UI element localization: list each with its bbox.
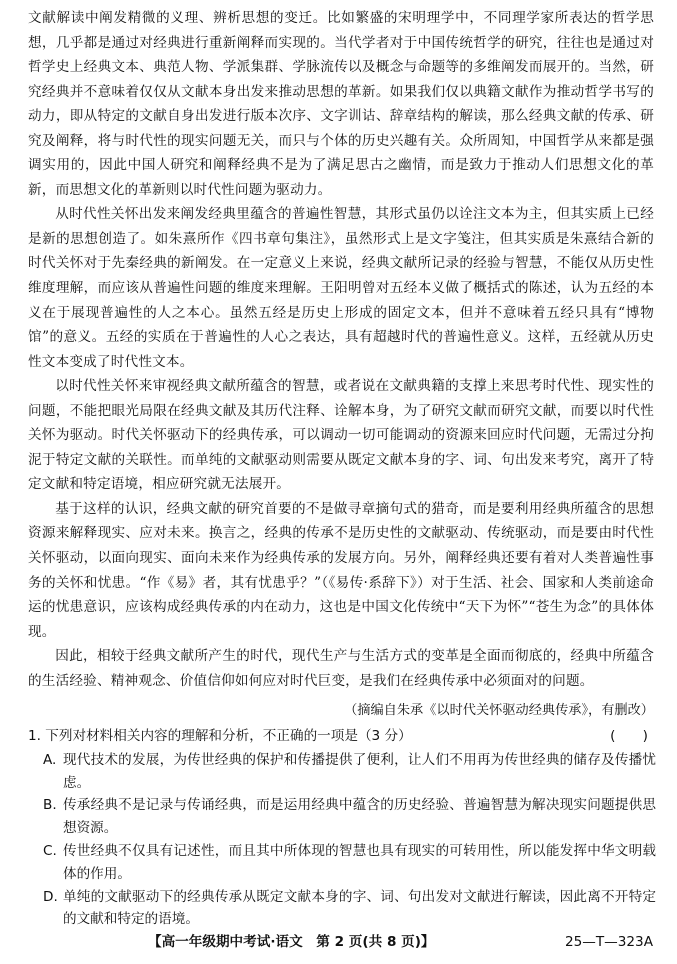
option-a-letter: A. [43,751,57,768]
passage-paragraph-2: 从时代性关怀出发来阐发经典里蕴含的普遍性智慧，其形式虽仍以诠注文本为主，但其实质上已经是新的思想创造了。如朱熹所作《四书章句集注》，虽然形式上是文字笺注，但其实质是朱熹结合新的时代关怀对于先秦经典的新阐发。在一定意义上来说，经典文献所记录的经验与智慧，不能仅从历史性维度理解，而应该从普遍性问题的维度来理解。王阳明曾对五经本义做了概括式的陈述，认为五经的本义在于展现普遍性的人之本心。虽然五经是历史上形成的固定文本，但并不意味着五经只具有“博物馆”的意义。五经的实质在于普遍性的人心之表达，具有超越时代的普遍性意义。这样，五经就从历史性文本变成了时代性文本。 [28,206,654,370]
question-stem-row [28,725,656,748]
passage-paragraph-4: 基于这样的认识，经典文献的研究首要的不是做寻章摘句式的猎奇，而是要利用经典所蕴含的思想资源来解释现实、应对未来。换言之，经典的传承不是历史性的文献驱动、传统驱动，而是要由时代性关怀驱动，以面向现实、面向未来作为经典传承的发展方向。另外，阐释经典还要有着对人类普遍性事务的关怀和忧患。“作《易》者，其有忧患乎？”（《易传·系辞下》）对于生活、社会、国家和人类前途命运的忧患意识，应该构成经典传承的内在动力，这也是中国文化传统中“天下为怀”“苍生为念”的具体体现。 [28,500,654,640]
footer-page-info: 【高一年级期中考试·语文 第 2 页(共 8 页)】 [148,934,435,950]
page-footer [0,930,677,954]
footer-exam-code: 25—T—323A [564,934,653,950]
option-d[interactable] [28,886,656,932]
passage-paragraph-5: 因此，相较于经典文献所产生的时代，现代生产与生活方式的变革是全面而彻底的，经典中所蕴含的生活经验、精神观念、价值信仰如何应对时代巨变，是我们在经典传承中必须面对的问题。 [28,648,654,689]
option-c[interactable] [28,840,656,886]
passage-paragraph-3: 以时代性关怀来审视经典文献所蕴含的智慧，或者说在文献典籍的支撑上来思考时代性、现实性的问题，不能把眼光局限在经典文献及其历代注释、诠解本身，为了研究文献而研究文献，而要以时代性关怀为驱动。时代关怀驱动下的经典传承，可以调动一切可能调动的资源来回应时代问题，无需过分拘泥于特定文献的关联性。而单纯的文献驱动则需要从既定文献本身的字、词、句出发来考究，离开了特定文献和特定语境，相应研究就无法展开。 [28,378,654,493]
question-stem: 1. 下列对材料相关内容的理解和分析，不正确的一项是（3 分） [28,728,412,744]
option-a[interactable] [28,749,656,795]
reading-passage [28,6,654,693]
answer-blank[interactable]: ( ) [610,728,648,744]
option-b-letter: B. [43,797,57,814]
passage-source: （摘编自朱承《以时代关怀驱动经典传承》，有删改） [344,703,654,718]
option-d-text: 单纯的文献驱动下的经典传承从既定文献本身的字、词、句出发对文献进行解读，因此离不开特定的文献和特定的语境。 [63,888,656,928]
option-d-letter: D. [43,888,58,905]
question-1 [28,725,656,931]
passage-paragraph-1: 文献解读中阐发精微的义理、辨析思想的变迁。比如繁盛的宋明理学中，不同理学家所表达的哲学思想，几乎都是通过对经典进行重新阐释而实现的。当代学者对于中国传统哲学的研究，往往也是通过对哲学史上经典文本、典范人物、学派集群、学脉流传以及概念与命题等的多维阐发而展开的。当然，研究经典并不意味着仅仅从文献本身出发来推动思想的革新。如果我们仅以典籍文献作为推动哲学书写的动力，即从特定的文献自身出发进行版本次序、文字训诂、辞章结构的解读，那么经典文献的传承、研究及阐释，将与时代性的现实问题无关，而只与个体的历史兴趣有关。众所周知，中国哲学从来都是强调实用的，因此中国人研究和阐释经典不是为了满足思古之幽情，而是致力于推动人们思想文化的革新，而思想文化的革新则以时代性问题为驱动力。 [28,10,654,198]
option-a-text: 现代技术的发展，为传世经典的保护和传播提供了便利，让人们不用再为传世经典的储存及传播忧虑。 [63,751,656,791]
option-c-letter: C. [43,842,57,859]
option-b[interactable] [28,794,656,840]
option-b-text: 传承经典不是记录与传诵经典，而是运用经典中蕴含的历史经验、普遍智慧为解决现实问题提供思想资源。 [63,797,656,837]
option-c-text: 传世经典不仅具有记述性，而且其中所体现的智慧也具有现实的可转用性，所以能发挥中华文明载体的作用。 [63,842,656,882]
